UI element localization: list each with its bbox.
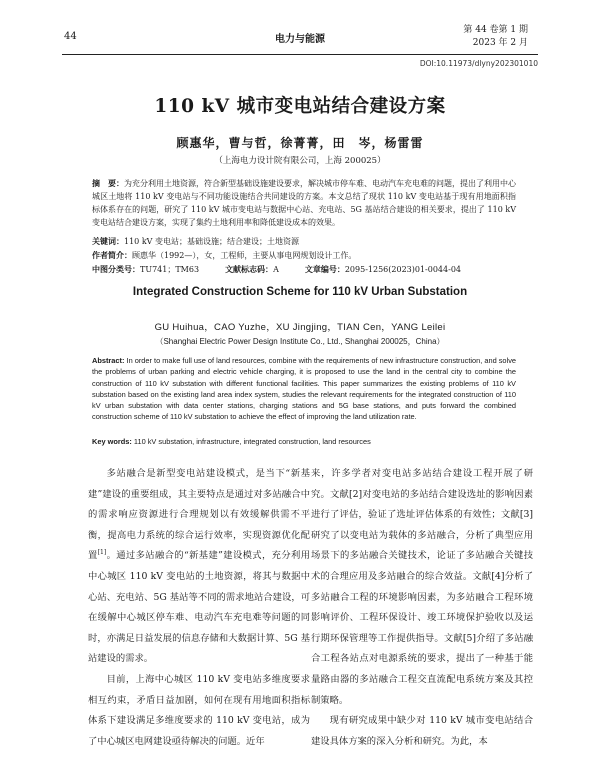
abstract-label: 摘 要： — [92, 178, 124, 188]
keywords-chinese — [92, 235, 516, 248]
keywords-english — [92, 436, 516, 447]
citation-ref[interactable]: [1] — [97, 549, 107, 557]
clc-value: TU741；TM63 — [140, 265, 200, 274]
clc-label: 中图分类号： — [92, 264, 140, 274]
authors-chinese: 顾惠华，曹与哲，徐菁菁，田 岑，杨雷雷 — [176, 136, 424, 150]
header-rule — [62, 54, 538, 55]
article-no-value: 2095-1256(2023)01-0044-04 — [344, 265, 461, 274]
abstract-chinese — [92, 177, 516, 229]
abstract-text: 为充分利用土地资源，符合新型基础设施建设要求，解决城市停车难、电动汽车充电难的问题，提出了利用中心城区土地将 110 kV 变电站与不同功能设施结合共同建设的方案。本文总结了现状 110 kV 变电站基于现有用地面积指标体系存在的问题，研究了 110 kV 城市变电站与数据中心站、充电站、5G 基站结合建设的相关要求，提出了 110 kV 变电站结合建设方案，实现了集约土地利用率和降低建设成本的效果。 — [92, 179, 516, 227]
page-number: 44 — [64, 31, 77, 42]
author-bio-text: 顾惠华（1992—），女，工程师，主要从事电网规划设计工作。 — [132, 251, 357, 260]
abstract-en-text: In order to make full use of land resources, combine with the requirements of new infrastructure construction, and solve the problems of urban parking and electric vehicle charging, it is proposed to use the land in the central city to combine the construction of 110 kV substation with different functional facilities. This paper summarizes the existing problems of 110 kV substation based on the existing land area index system, studies the relevant requirements for the integrated construction of 110 kV urban substation with data center stations, charging stations and 5G base stations, and puts forward the combined construction scheme of 110 kV substation to achieve the effect of improving the land utilization rate. — [92, 356, 516, 422]
abstract-en-label: Abstract: — [92, 356, 125, 365]
keywords-en-text: 110 kV substation, infrastructure, integrated construction, land resources — [133, 437, 371, 446]
affiliation-english: （Shanghai Electric Power Design Institute Co., Ltd., Shanghai 200025，China） — [155, 337, 445, 346]
classification-row — [92, 263, 516, 276]
authors-english: GU Huihua，CAO Yuzhe，XU Jingjing，TIAN Cen，YANG Leilei — [154, 322, 446, 333]
volume-issue: 第 44 卷第 1 期 — [463, 25, 528, 35]
body-paragraph: 来，许多学者对变电站多站结合建设工程开展了研究。文献[2]对变电站的多站结合建设选址的影响因素进行了评估，验证了选址评估体系的有效性；文献[3]研究了以变电站为载体的多站融合，分析了典型应用场景下的多站融合关键技术，论证了多站融合关键技术的合理应用及多站融合的综合效益。文献[4]分析了多站融合工程的环境影响因素，为多站融合工程环境影响评价、工程环保设计、竣工环境保护验收以及运行期环保管理等工作提供指导。文献[5]介绍了多站融合工程各站点对电源系统的要求，提出了一种基于能量路由器的多站融合工程交直流配电系统方案及其控制策略。 — [311, 468, 533, 706]
title-english: Integrated Construction Scheme for 110 kV Urban Substation — [132, 286, 468, 298]
doi[interactable]: DOI:10.11973/dlyny202301010 — [419, 59, 538, 68]
issue-info — [463, 24, 528, 50]
doc-code-label: 文献标志码： — [225, 264, 274, 274]
body-paragraph: 现有研究成果中缺少对 110 kV 城市变电站结合建设具体方案的深入分析和研究。为此，本 — [311, 715, 533, 747]
author-bio-label: 作者简介： — [92, 250, 132, 260]
body-paragraph: 多站融合是新型变电站建设模式，是当下“新基建”建设的重要组成，其主要特点是通过对多站融合中的需求响应资源进行合理规划以有效缓解供需不平衡，提高电力系统的综合运行效率，实现资源优化配置[1]。通过多站融合的“新基建”建设模式，充分利用中心城区 110 kV 变电站的土地资源，将其与数据中心站、充电站、5G 基站等不同的需求地站合建设，可在缓解中心城区停车难、电动汽车充电难等问题的同时，亦满足日益发展的信息存储和大数据计算、5G 基站建设的需求。 — [88, 468, 310, 665]
keywords-text: 110 kV 变电站；基础设施；结合建设；土地资源 — [124, 237, 299, 246]
issue-date: 2023 年 2 月 — [472, 38, 528, 48]
journal-name: 电力与能源 — [275, 34, 325, 45]
affiliation-chinese: （上海电力设计院有限公司，上海 200025） — [214, 156, 386, 166]
title-chinese: 110 kV 城市变电站结合建设方案 — [154, 96, 446, 117]
body-paragraph: 目前，上海中心城区 110 kV 变电站多维度要求相互约束，矛盾日益加剧，如何在现有用地面积指标体系下建设满足多维度要求的 110 kV 变电站，成为了中心城区电网建设亟待解决的问题。近年 — [88, 673, 310, 747]
abstract-english — [92, 355, 516, 423]
doc-code-value: A — [273, 265, 279, 274]
author-bio — [92, 249, 516, 262]
keywords-en-label: Key words: — [92, 437, 132, 446]
keywords-label: 关键词： — [92, 236, 124, 246]
article-no-label: 文章编号： — [304, 264, 345, 274]
body-column-right — [311, 464, 533, 752]
body-column-left — [88, 464, 310, 752]
